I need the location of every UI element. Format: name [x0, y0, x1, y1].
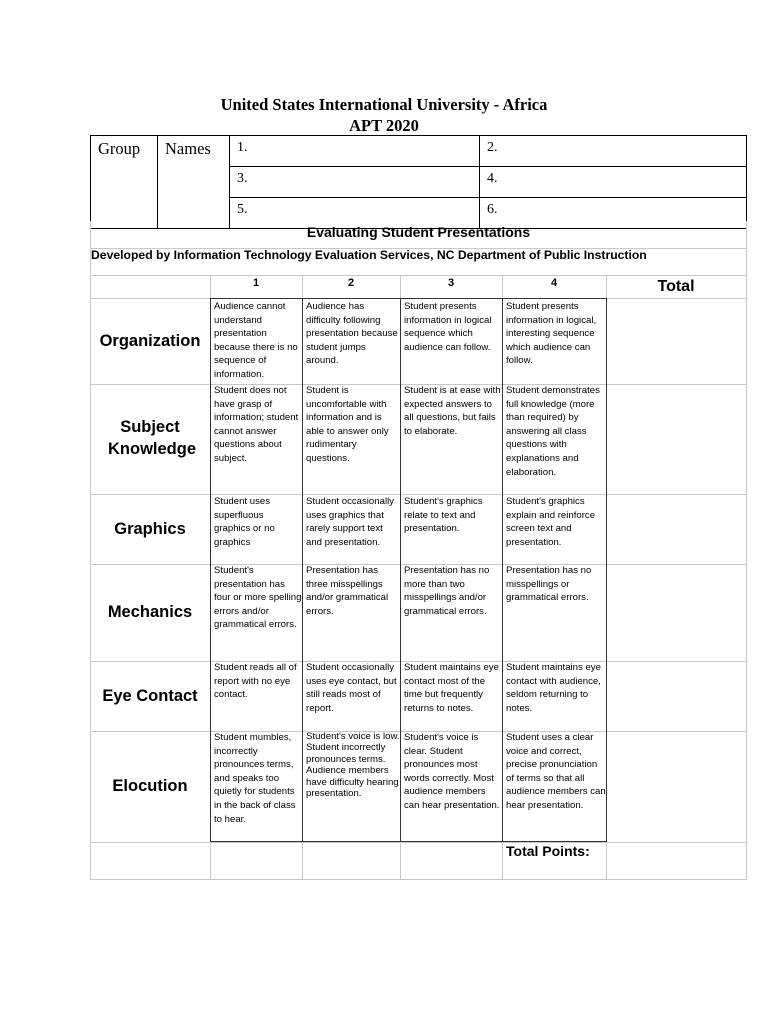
score-column-2: 2: [347, 277, 355, 289]
name-slot-1[interactable]: 1.: [230, 136, 480, 167]
elocution-score-2: Student's voice is low. Student incorrectly pronounces terms. Audience members have difficulty hearing presentation.: [306, 731, 400, 800]
group-label: Group: [91, 136, 158, 229]
criterion-graphics: Graphics: [114, 520, 186, 538]
subject-knowledge-score-3: Student is at ease with expected answers to all questions, but fails to elaborate.: [404, 385, 501, 437]
eye-contact-score-2: Student occasionally uses eye contact, but still reads most of report.: [306, 662, 397, 714]
elocution-score-1: Student mumbles, incorrectly pronounces terms, and speaks too quietly for students in the back of class to hear.: [214, 732, 296, 825]
eye-contact-score-3: Student maintains eye contact most of the time but frequently returns to notes.: [404, 662, 499, 714]
mechanics-score-2: Presentation has three misspellings and/or grammatical errors.: [306, 565, 389, 617]
criterion-elocution: Elocution: [112, 777, 188, 795]
name-slot-6[interactable]: 6.: [480, 198, 747, 229]
name-slot-4[interactable]: 4.: [480, 167, 747, 198]
organization-score-3: Student presents information in logical sequence which audience can follow.: [404, 301, 492, 353]
rubric-developer: Developed by Information Technology Evaluation Services, NC Department of Public Instruction: [91, 248, 647, 262]
criterion-mechanics: Mechanics: [107, 603, 193, 621]
graphics-score-4: Student's graphics explain and reinforce screen text and presentation.: [506, 496, 596, 548]
score-column-4: 4: [550, 277, 558, 289]
elocution-score-3: Student's voice is clear. Student pronounces most words correctly. Most audience members can hear presentation.: [404, 732, 500, 811]
organization-score-1: Audience cannot understand presentation because there is no sequence of information.: [214, 301, 298, 380]
course-title: APT 2020: [349, 116, 419, 135]
organization-score-4: Student presents information in logical, interesting sequence which audience can follow.: [506, 301, 597, 367]
total-column-header: Total: [657, 278, 695, 295]
graphics-score-2: Student occasionally uses graphics that rarely support text and presentation.: [306, 496, 394, 548]
graphics-score-3: Student's graphics relate to text and presentation.: [404, 496, 483, 535]
rubric-title: Evaluating Student Presentations: [306, 224, 531, 240]
names-label: Names: [158, 136, 230, 229]
organization-score-2: Audience has difficulty following presentation because student jumps around.: [306, 301, 398, 367]
university-title: United States International University - Africa: [220, 95, 548, 114]
score-column-1: 1: [252, 277, 260, 289]
total-points-label: Total Points:: [506, 843, 590, 859]
eye-contact-score-4: Student maintains eye contact with audience, seldom returning to notes.: [506, 662, 601, 714]
criterion-eye-contact: Eye Contact: [102, 687, 198, 705]
score-column-3: 3: [447, 277, 455, 289]
subject-knowledge-score-1: Student does not have grasp of information; student cannot answer questions about subject.: [214, 385, 299, 464]
name-slot-3[interactable]: 3.: [230, 167, 480, 198]
name-slot-2[interactable]: 2.: [480, 136, 747, 167]
eye-contact-score-1: Student reads all of report with no eye contact.: [214, 662, 297, 701]
mechanics-score-1: Student's presentation has four or more spelling errors and/or grammatical errors.: [214, 565, 302, 631]
criterion-organization: Organization: [99, 332, 201, 350]
subject-knowledge-score-2: Student is uncomfortable with information and is able to answer only rudimentary questions.: [306, 385, 389, 464]
elocution-score-4: Student uses a clear voice and correct, precise pronunciation of terms so that all audience members can hear presentation.: [506, 732, 606, 811]
mechanics-score-3: Presentation has no more than two misspellings and/or grammatical errors.: [404, 565, 490, 617]
graphics-score-1: Student uses superfluous graphics or no graphics: [214, 496, 275, 548]
criterion-subject-knowledge: Subject Knowledge: [108, 418, 197, 458]
group-names-table: [90, 135, 747, 229]
mechanics-score-4: Presentation has no misspellings or grammatical errors.: [506, 565, 592, 604]
name-slot-5[interactable]: 5.: [230, 198, 480, 229]
subject-knowledge-score-4: Student demonstrates full knowledge (more than required) by answering all class questions with explanations and elaboration.: [506, 385, 600, 478]
